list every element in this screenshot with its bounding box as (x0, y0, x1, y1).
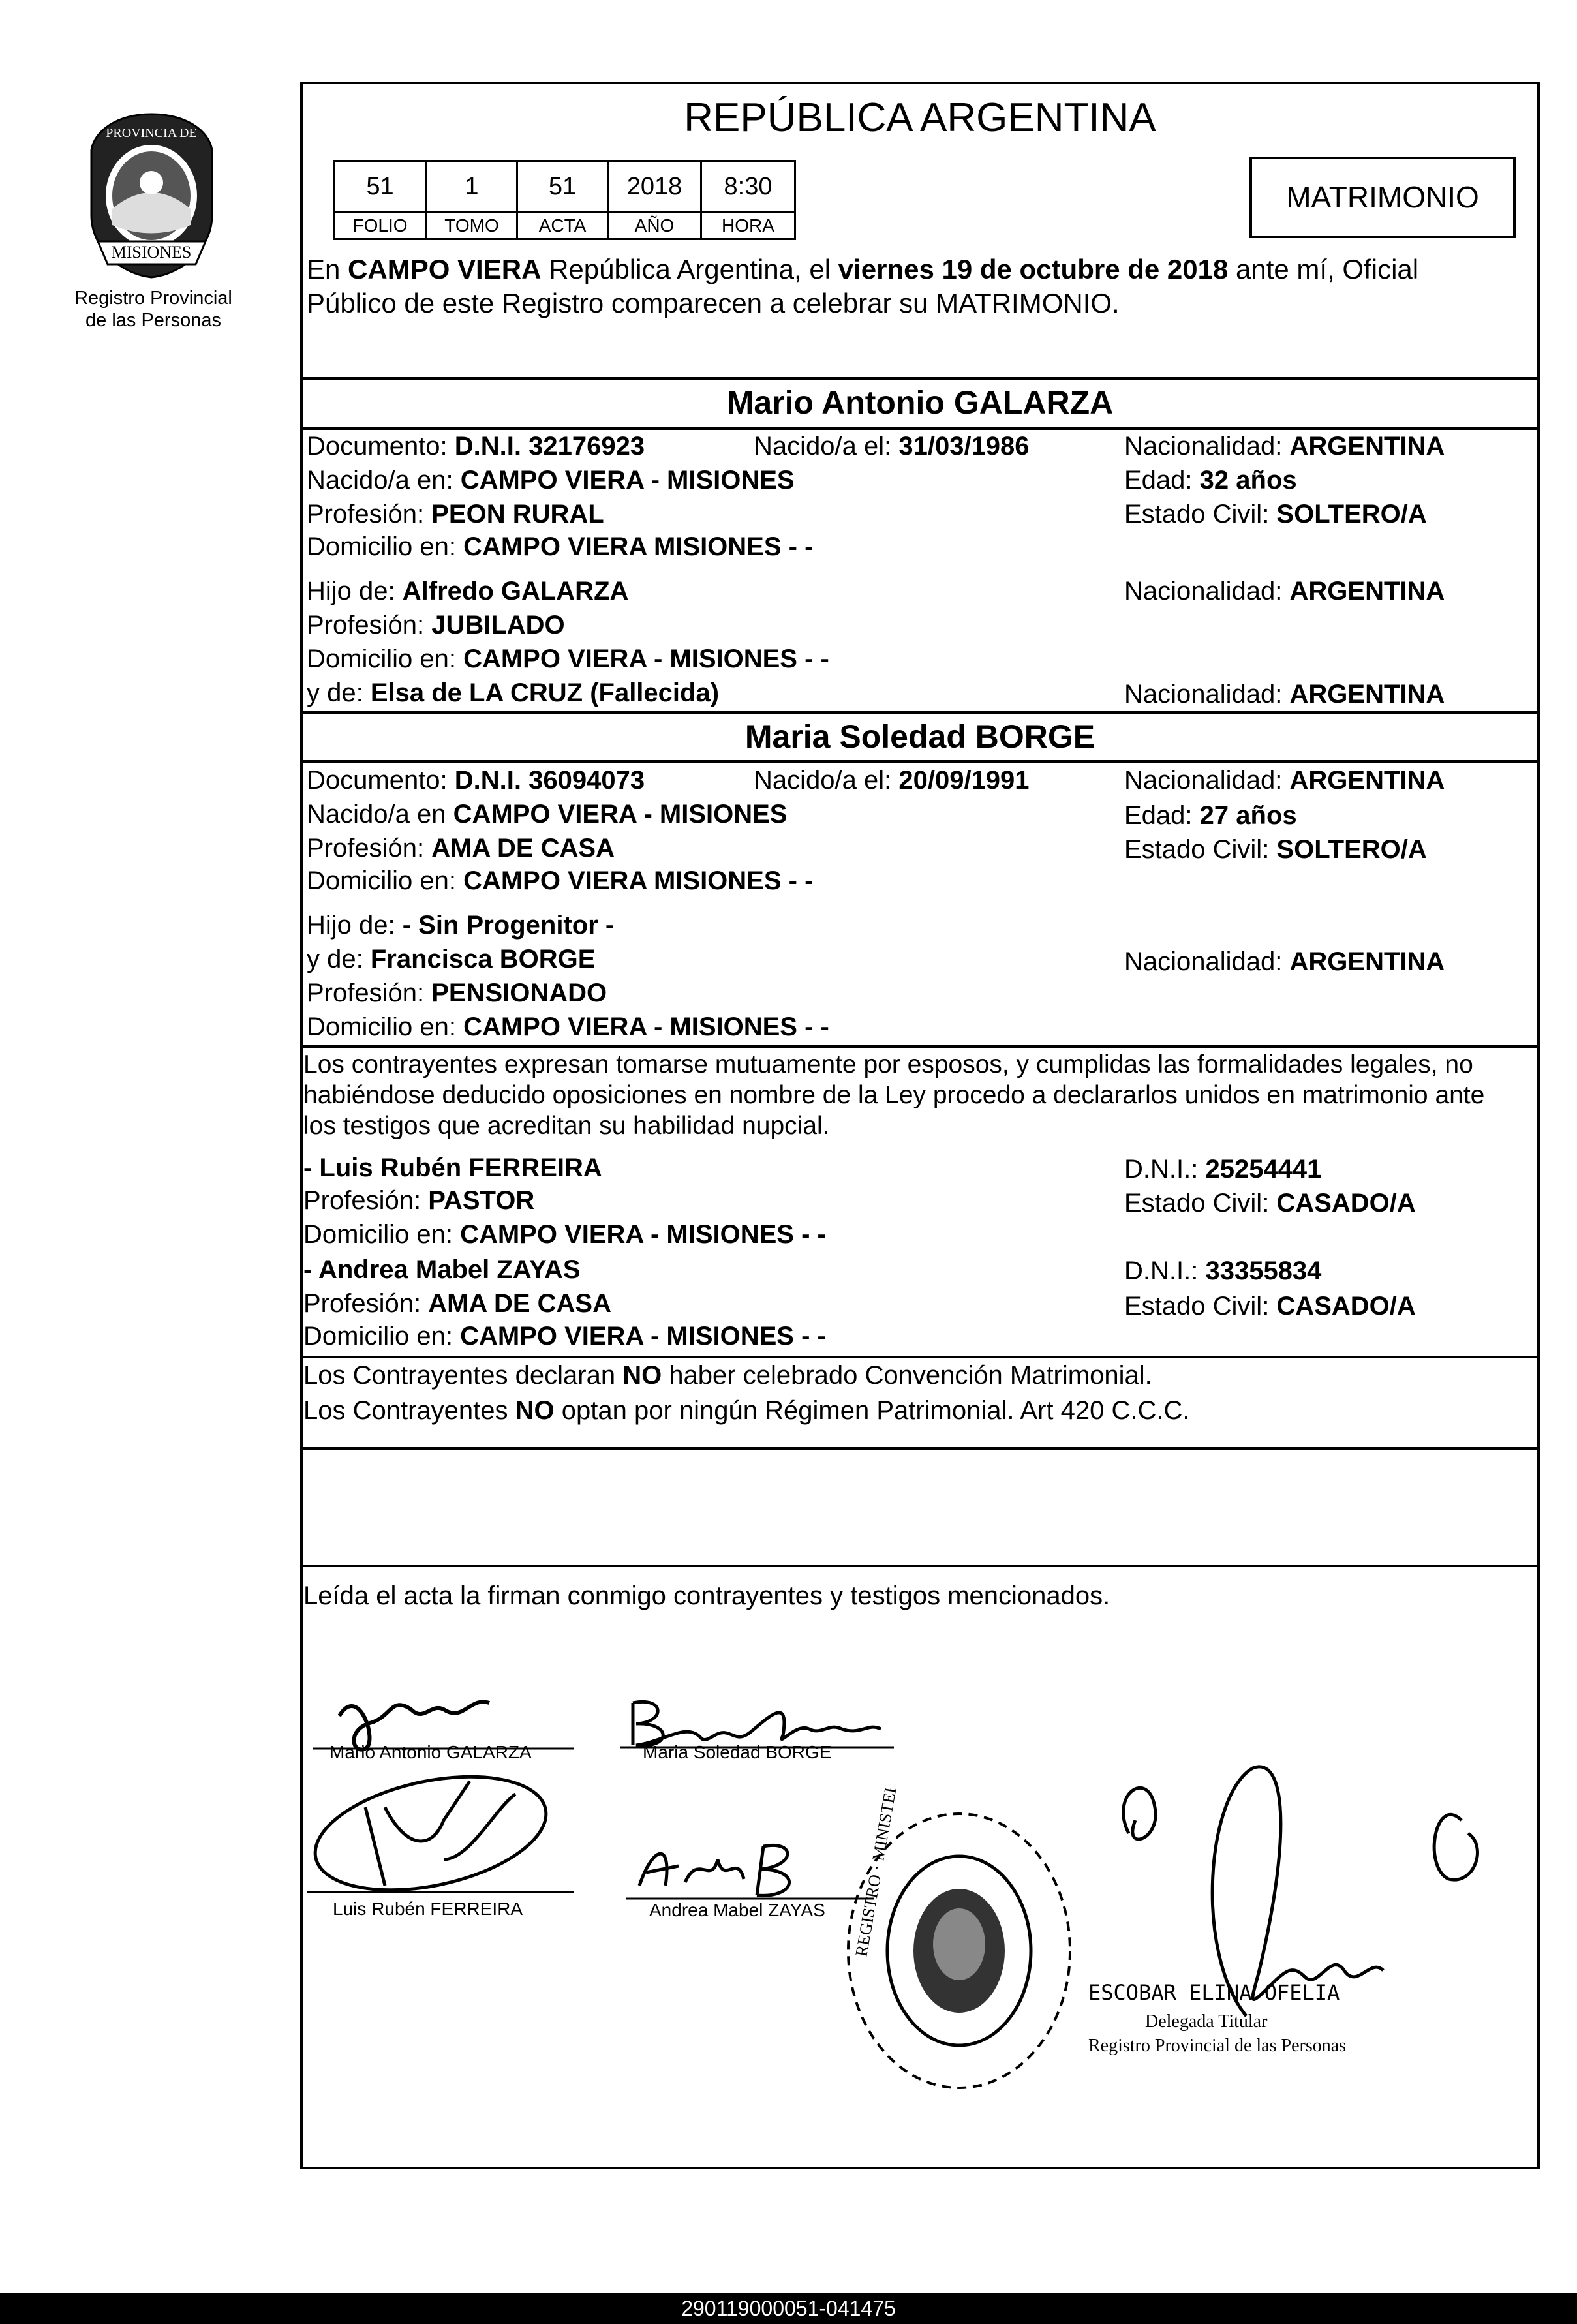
footer-code: 290119000051-041475 (681, 2297, 896, 2320)
witness2-civil-status: Estado Civil: CASADO/A (1124, 1292, 1416, 1321)
person1-profession: Profesión: PEON RURAL (307, 500, 604, 528)
person2-mother-nationality: Nacionalidad: ARGENTINA (1124, 947, 1445, 976)
declaration-line-3: los testigos que acreditan su habilidad nupcial. (303, 1112, 830, 1140)
signature-1-label: Mario Antonio GALARZA (329, 1742, 532, 1762)
person2-profession: Profesión: AMA DE CASA (307, 834, 615, 863)
person1-father: Hijo de: Alfredo GALARZA (307, 577, 629, 605)
declaration-line-1: Los contrayentes expresan tomarse mutuamente por esposos, y cumplidas las formalidades legales, no (303, 1050, 1473, 1078)
official-office: Registro Provincial de las Personas (1088, 2036, 1347, 2056)
intro-line-1: En CAMPO VIERA República Argentina, el viernes 19 de octubre de 2018 ante mí, Oficial (307, 254, 1419, 284)
person2-birthdate: Nacido/a el: 20/09/1991 (754, 766, 1030, 795)
acta-value: 51 (516, 160, 609, 213)
intro-line-2: Público de este Registro comparecen a celebrar su MATRIMONIO. (307, 288, 1120, 318)
person2-name: Maria Soledad BORGE (744, 718, 1095, 755)
person2-nationality: Nacionalidad: ARGENTINA (1124, 766, 1445, 795)
svg-text:REGISTRO · MINISTERIO: REGISTRO · MINISTERIO (851, 1788, 904, 1959)
hora-label: HORA (700, 211, 796, 240)
witness1-profession: Profesión: PASTOR (303, 1186, 535, 1215)
tomo-value: 1 (425, 160, 518, 213)
witness1-civil-status: Estado Civil: CASADO/A (1124, 1189, 1416, 1217)
person2-civil-status: Estado Civil: SOLTERO/A (1124, 835, 1427, 864)
hora-value: 8:30 (700, 160, 796, 213)
witness1-address: Domicilio en: CAMPO VIERA - MISIONES - - (303, 1220, 826, 1249)
official-name: ESCOBAR ELINA OFELIA (1088, 1980, 1340, 2005)
signature-3 (300, 1768, 581, 1899)
ano-value: 2018 (607, 160, 702, 213)
person2-mother-address: Domicilio en: CAMPO VIERA - MISIONES - - (307, 1013, 829, 1041)
page-title: REPÚBLICA ARGENTINA (684, 95, 1156, 140)
person1-age: Edad: 32 años (1124, 466, 1297, 495)
person1-document: Documento: D.N.I. 32176923 (307, 432, 645, 461)
witness2-profession: Profesión: AMA DE CASA (303, 1289, 611, 1318)
witness2-dni: D.N.I.: 33355834 (1124, 1257, 1322, 1285)
svg-text:PROVINCIA DE: PROVINCIA DE (106, 126, 197, 140)
signature-3-label: Luis Rubén FERREIRA (333, 1899, 523, 1919)
witness2-address: Domicilio en: CAMPO VIERA - MISIONES - - (303, 1322, 826, 1351)
witness2-name: - Andrea Mabel ZAYAS (303, 1255, 581, 1284)
convention-line-1: Los Contrayentes declaran NO haber celebrado Convención Matrimonial. (303, 1361, 1152, 1390)
person1-father-profession: Profesión: JUBILADO (307, 611, 565, 639)
person2-document: Documento: D.N.I. 36094073 (307, 766, 645, 795)
convention-line-2: Los Contrayentes NO optan por ningún Régimen Patrimonial. Art 420 C.C.C. (303, 1396, 1190, 1425)
acta-label: ACTA (516, 211, 609, 240)
official-seal-stamp (835, 1788, 1083, 2101)
witness1-dni: D.N.I.: 25254441 (1124, 1155, 1322, 1184)
person2-address: Domicilio en: CAMPO VIERA MISIONES - - (307, 866, 814, 895)
registry-name: Registro Provincial de las Personas (74, 288, 232, 331)
person2-father: Hijo de: - Sin Progenitor - (307, 911, 615, 940)
person1-mother-nationality: Nacionalidad: ARGENTINA (1124, 680, 1445, 709)
svg-text:MISIONES: MISIONES (111, 243, 192, 262)
tomo-label: TOMO (425, 211, 518, 240)
person1-civil-status: Estado Civil: SOLTERO/A (1124, 500, 1427, 528)
person2-mother-profession: Profesión: PENSIONADO (307, 979, 607, 1007)
person1-birthdate: Nacido/a el: 31/03/1986 (754, 432, 1030, 461)
person1-nationality: Nacionalidad: ARGENTINA (1124, 432, 1445, 461)
signature-4-label: Andrea Mabel ZAYAS (649, 1900, 825, 1920)
signature-2-label: Maria Soledad BORGE (643, 1742, 832, 1762)
ano-label: AÑO (607, 211, 702, 240)
person1-father-nationality: Nacionalidad: ARGENTINA (1124, 577, 1445, 605)
person1-address: Domicilio en: CAMPO VIERA MISIONES - - (307, 532, 814, 561)
folio-value: 51 (333, 160, 427, 213)
person2-mother: y de: Francisca BORGE (307, 945, 596, 973)
person2-age: Edad: 27 años (1124, 801, 1297, 830)
person1-mother: y de: Elsa de LA CRUZ (Fallecida) (307, 679, 720, 707)
folio-label: FOLIO (333, 211, 427, 240)
person2-birthplace: Nacido/a en CAMPO VIERA - MISIONES (307, 800, 788, 829)
witness1-name: - Luis Rubén FERREIRA (303, 1154, 602, 1182)
doc-type-box: MATRIMONIO (1249, 157, 1516, 238)
person1-father-address: Domicilio en: CAMPO VIERA - MISIONES - - (307, 645, 829, 673)
closing-text: Leída el acta la firman conmigo contrayentes y testigos mencionados. (303, 1582, 1110, 1610)
official-role: Delegada Titular (1145, 2011, 1268, 2032)
declaration-line-2: habiéndose deducido oposiciones en nombre de la Ley procedo a declararlos unidos en matrimonio ante (303, 1081, 1485, 1109)
province-seal (78, 111, 225, 281)
person1-name: Mario Antonio GALARZA (726, 384, 1114, 421)
person1-birthplace: Nacido/a en: CAMPO VIERA - MISIONES (307, 466, 795, 495)
